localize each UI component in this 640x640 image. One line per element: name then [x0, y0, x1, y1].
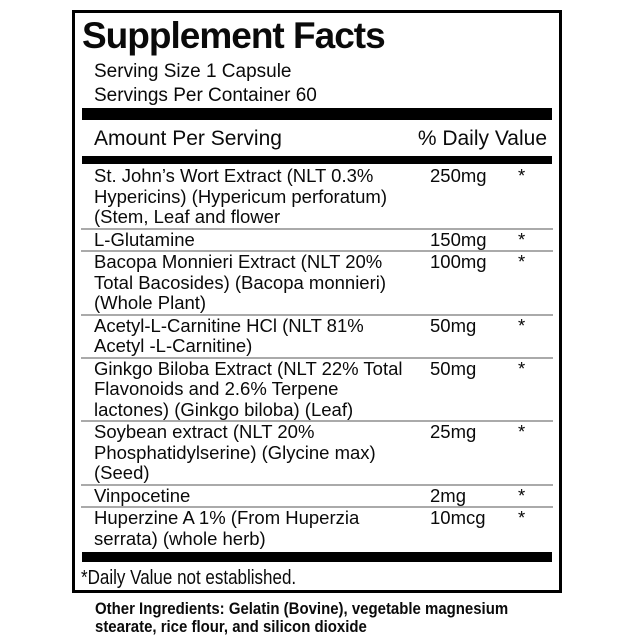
table-row — [81, 506, 553, 549]
ingredient-rows — [81, 164, 553, 549]
table-row — [81, 250, 553, 314]
table-row — [81, 484, 553, 507]
divider-bar-bottom — [82, 552, 552, 562]
divider-bar-top — [82, 108, 552, 120]
ingredient-amount: 150mg — [430, 228, 487, 250]
ingredient-name: Vinpocetine — [94, 484, 191, 506]
table-row — [81, 314, 553, 357]
daily-value-asterisk: * — [518, 507, 526, 528]
daily-value-asterisk: * — [518, 421, 526, 442]
daily-value-asterisk: * — [518, 357, 526, 379]
ingredient-amount: 10mcg — [430, 507, 486, 528]
table-header — [81, 126, 553, 152]
daily-value-header: % Daily Value — [417, 127, 547, 150]
ingredient-name: Huperzine A 1% (From Huperzia serrata) (whole herb) — [94, 507, 360, 549]
ingredient-amount: 50mg — [430, 314, 477, 336]
table-row — [81, 166, 553, 228]
ingredient-amount: 2mg — [430, 484, 466, 506]
daily-value-footnote: *Daily Value not established. — [81, 567, 297, 589]
divider-bar-header — [82, 156, 552, 164]
daily-value-asterisk: * — [518, 228, 526, 250]
daily-value-asterisk: * — [518, 165, 526, 186]
ingredient-name: Bacopa Monnieri Extract (NLT 20% Total Bacosides) (Bacopa monnieri) (Whole Plant) — [94, 251, 387, 313]
amount-per-serving-header: Amount Per Serving — [94, 127, 282, 150]
ingredient-amount: 100mg — [430, 251, 487, 272]
serving-info — [94, 60, 553, 108]
ingredient-name: Soybean extract (NLT 20% Phosphatidylserine) (Glycine max) (Seed) — [94, 421, 376, 483]
ingredient-name: St. John’s Wort Extract (NLT 0.3% Hypericins) (Hypericum perforatum) (Stem, Leaf and flower — [94, 165, 387, 227]
daily-value-asterisk: * — [518, 251, 526, 272]
ingredient-amount: 50mg — [430, 357, 477, 379]
ingredient-name: L-Glutamine — [94, 228, 195, 250]
daily-value-asterisk: * — [518, 314, 526, 336]
servings-per-container: Servings Per Container 60 — [94, 85, 317, 106]
table-row — [81, 228, 553, 251]
supplement-facts-panel — [72, 10, 562, 593]
panel-title: Supplement Facts — [82, 15, 385, 56]
table-row — [81, 357, 553, 421]
other-ingredients-text: Other Ingredients: Gelatin (Bovine), vegetable magnesium stearate, rice flour, and silicon dioxide — [95, 599, 509, 636]
ingredient-amount: 250mg — [430, 165, 487, 186]
daily-value-asterisk: * — [518, 484, 526, 506]
ingredient-name: Ginkgo Biloba Extract (NLT 22% Total Flavonoids and 2.6% Terpene lactones) (Ginkgo biloba) (Leaf) — [94, 357, 403, 420]
serving-size: Serving Size 1 Capsule — [94, 61, 292, 82]
ingredient-amount: 25mg — [430, 421, 477, 442]
table-row — [81, 420, 553, 484]
ingredient-name: Acetyl-L-Carnitine HCl (NLT 81% Acetyl -L-Carnitine) — [94, 314, 364, 356]
